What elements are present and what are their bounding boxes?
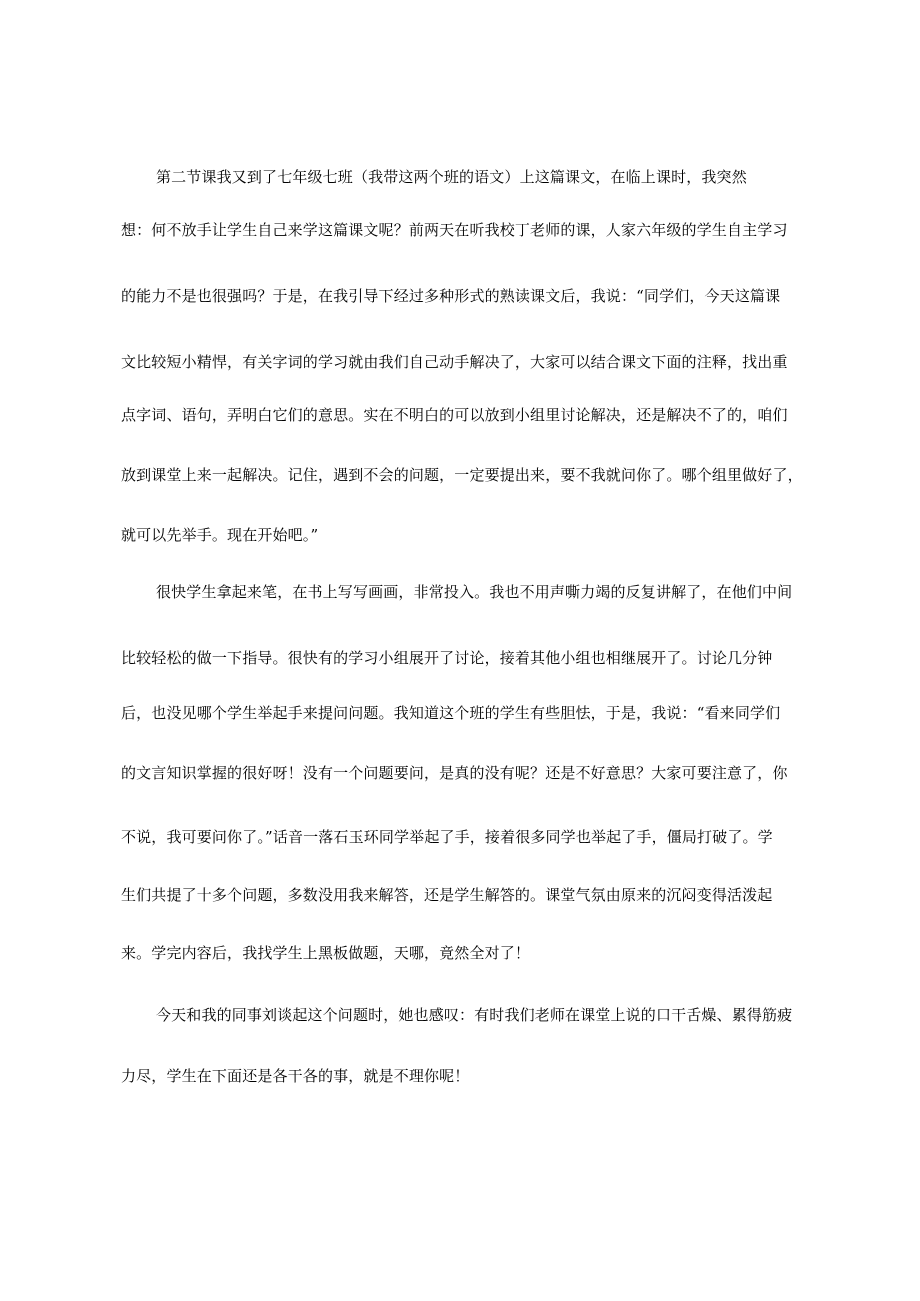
paragraph-3-line-2: 力尽，学生在下面还是各干各的事，就是不理你呢！ xyxy=(121,1067,470,1085)
paragraph-1-line-4: 文比较短小精悍，有关字词的学习就由我们自己动手解决了，大家可以结合课文下面的注释，找出重 xyxy=(121,353,788,371)
paragraph-1-line-7: 就可以先举手。现在开始吧。” xyxy=(121,526,319,544)
paragraph-2-line-4: 的文言知识掌握的很好呀！没有一个问题要问，是真的没有呢？还是不好意思？大家可要注意了，你 xyxy=(121,764,788,782)
paragraph-2-line-6: 生们共提了十多个问题，多数没用我来解答，还是学生解答的。课堂气氛由原来的沉闷变得活泼起 xyxy=(121,886,773,904)
paragraph-1-line-1: 第二节课我又到了七年级七班（我带这两个班的语文）上这篇课文，在临上课时，我突然 xyxy=(156,168,747,186)
paragraph-3-line-1: 今天和我的同事刘谈起这个问题时，她也感叹：有时我们老师在课堂上说的口干舌燥、累得筋疲 xyxy=(156,1006,793,1024)
paragraph-2-line-1: 很快学生拿起来笔，在书上写写画画，非常投入。我也不用声嘶力竭的反复讲解了，在他们中间 xyxy=(156,583,793,601)
paragraph-2-line-7: 来。学完内容后，我找学生上黑板做题，天哪，竟然全对了！ xyxy=(121,944,531,962)
paragraph-1-line-6: 放到课堂上来一起解决。记住，遇到不会的问题，一定要提出来，要不我就问你了。哪个组里做好了， xyxy=(121,466,803,484)
paragraph-1-line-3: 的能力不是也很强吗？于是，在我引导下经过多种形式的熟读课文后，我说：“同学们，今天这篇课 xyxy=(121,287,781,305)
paragraph-2-line-5: 不说，我可要问你了。”话音一落石玉环同学举起了手，接着很多同学也举起了手，僵局打破了。学 xyxy=(121,828,773,846)
paragraph-1-line-5: 点字词、语句，弄明白它们的意思。实在不明白的可以放到小组里讨论解决，还是解决不了的，咱们 xyxy=(121,406,788,424)
paragraph-2-line-3: 后，也没见哪个学生举起手来提问问题。我知道这个班的学生有些胆怯，于是，我说：“看来同学们 xyxy=(121,704,781,722)
paragraph-1-line-2: 想：何不放手让学生自己来学这篇课文呢？前两天在听我校丁老师的课，人家六年级的学生自主学习 xyxy=(121,221,788,239)
paragraph-2-line-2: 比较轻松的做一下指导。很快有的学习小组展开了讨论，接着其他小组也相继展开了。讨论几分钟 xyxy=(121,649,773,667)
